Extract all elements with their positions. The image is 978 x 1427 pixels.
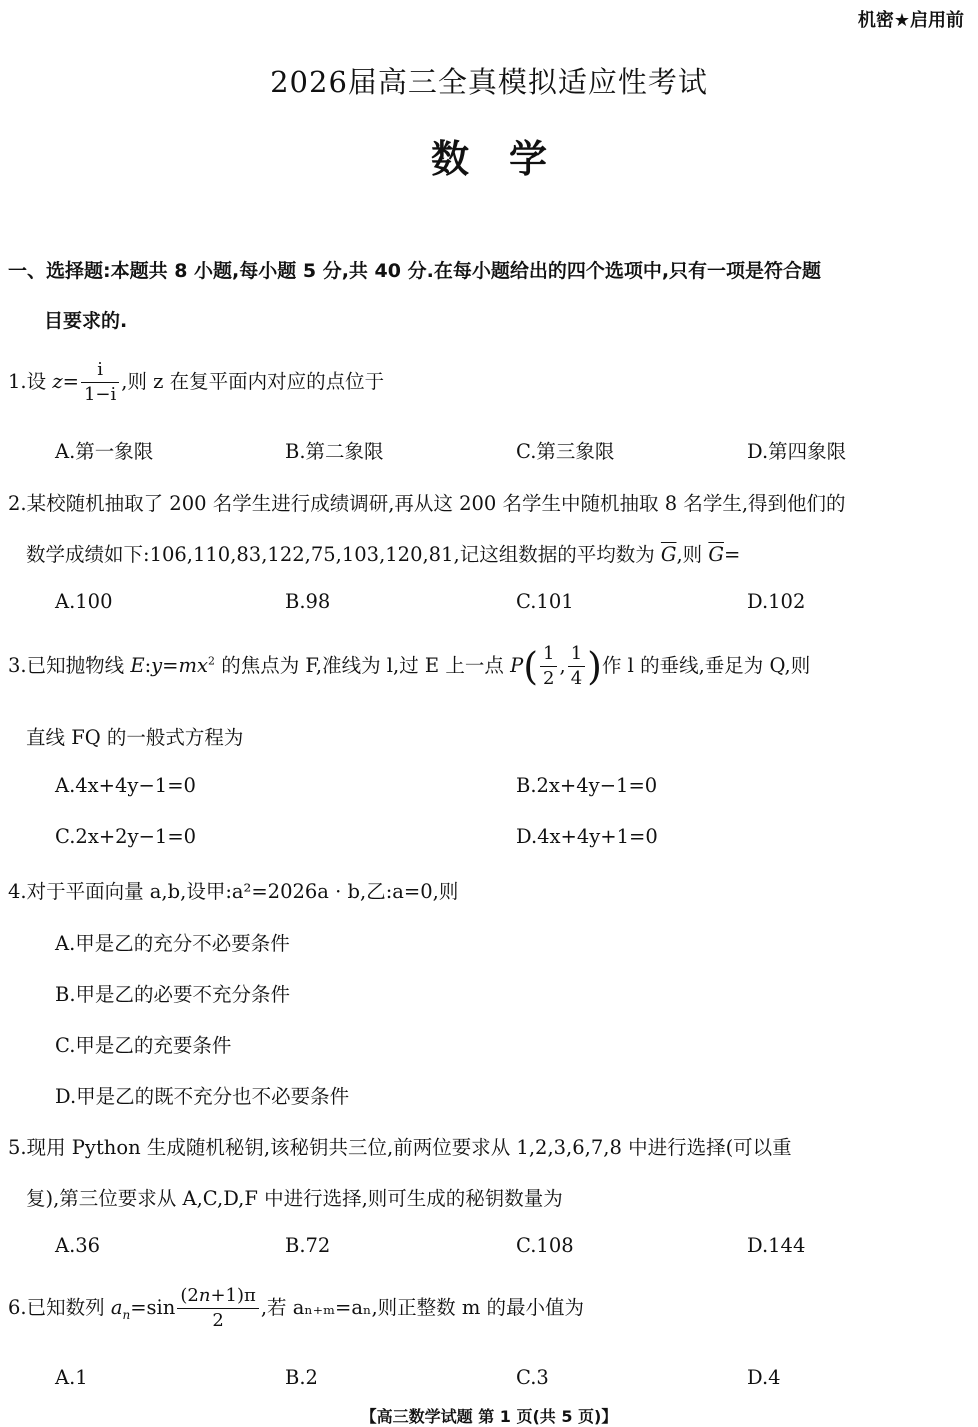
- question-1-stem: 1.设 z= $\frac{i}{1-i}$ ,则 z 在复平面内对应的点位于: [8, 359, 385, 405]
- q1-option-b: B.第二象限: [285, 440, 384, 463]
- q3-option-d: D.4x+4y+1=0: [516, 825, 658, 848]
- q2-option-b: B.98: [285, 590, 331, 613]
- section-heading-line2: 目要求的.: [44, 310, 128, 332]
- question-5-line2: 复),第三位要求从 A,C,D,F 中进行选择,则可生成的秘钥数量为: [26, 1187, 563, 1210]
- q2-option-c: C.101: [516, 590, 574, 613]
- question-3-line2: 直线 FQ 的一般式方程为: [26, 726, 244, 749]
- q4-option-a: A.甲是乙的充分不必要条件: [55, 932, 290, 955]
- q6-option-b: B.2: [285, 1366, 318, 1389]
- fraction-i-over-1-minus-i: $\frac{i}{1-i}$: [81, 360, 119, 405]
- q2-option-a: A.100: [55, 590, 113, 613]
- subject-title: 数学: [430, 137, 587, 181]
- question-2-line1: 2.某校随机抽取了 200 名学生进行成绩调研,再从这 200 名学生中随机抽取 8 名学生,得到他们的: [8, 492, 846, 515]
- q4-option-c: C.甲是乙的充要条件: [55, 1034, 232, 1057]
- question-4-stem: 4.对于平面向量 a,b,设甲:a²=2026a · b,乙:a=0,则: [8, 880, 459, 903]
- q2-option-d: D.102: [747, 590, 806, 613]
- q6-option-c: C.3: [516, 1366, 549, 1389]
- fraction-2n-plus-1-pi-over-2: $\frac{(2n+1)\pi}{2}$: [177, 1286, 258, 1331]
- question-2-line2: 数学成绩如下:106,110,83,122,75,103,120,81,记这组数据的平均数为 $\overline{G}$,则 $\overline{G}=$: [26, 543, 741, 566]
- q5-option-b: B.72: [285, 1234, 331, 1257]
- q6-option-a: A.1: [55, 1366, 88, 1389]
- exam-title: 2026届高三全真模拟适应性考试: [270, 65, 708, 99]
- q4-option-b: B.甲是乙的必要不充分条件: [55, 983, 291, 1006]
- q3-option-b: B.2x+4y−1=0: [516, 774, 658, 797]
- question-3-line1: 3.已知抛物线 $E:y=mx^2$ 的焦点为 F,准线为 l,过 E 上一点 P( $\frac{1}{2}$ , $\frac{1}{4}$ )作 l 的垂线,垂足为 Q,则: [8, 643, 811, 689]
- q5-option-a: A.36: [55, 1234, 101, 1257]
- question-6-stem: 6.已知数列 $a_n=\sin$ $\frac{(2n+1)\pi}{2}$ ,若 aₙ₊ₘ=aₙ,则正整数 m 的最小值为: [8, 1285, 585, 1331]
- question-5-line1: 5.现用 Python 生成随机秘钥,该秘钥共三位,前两位要求从 1,2,3,6,7,8 中进行选择(可以重: [8, 1136, 792, 1159]
- q4-option-d: D.甲是乙的既不充分也不必要条件: [55, 1085, 350, 1108]
- q5-option-c: C.108: [516, 1234, 574, 1257]
- q3-option-c: C.2x+2y−1=0: [55, 825, 197, 848]
- q3-option-a: A.4x+4y−1=0: [55, 774, 196, 797]
- q1-option-c: C.第三象限: [516, 440, 615, 463]
- section-heading-line1: 一、选择题:本题共 8 小题,每小题 5 分,共 40 分.在每小题给出的四个选项中,只有一项是符合题: [8, 260, 822, 282]
- q1-option-a: A.第一象限: [55, 440, 154, 463]
- q5-option-d: D.144: [747, 1234, 806, 1257]
- q1-option-d: D.第四象限: [747, 440, 847, 463]
- confidential-mark: 机密★启用前: [857, 10, 964, 31]
- page-footer: 【高三数学试题 第 1 页(共 5 页)】: [360, 1407, 618, 1426]
- q6-option-d: D.4: [747, 1366, 781, 1389]
